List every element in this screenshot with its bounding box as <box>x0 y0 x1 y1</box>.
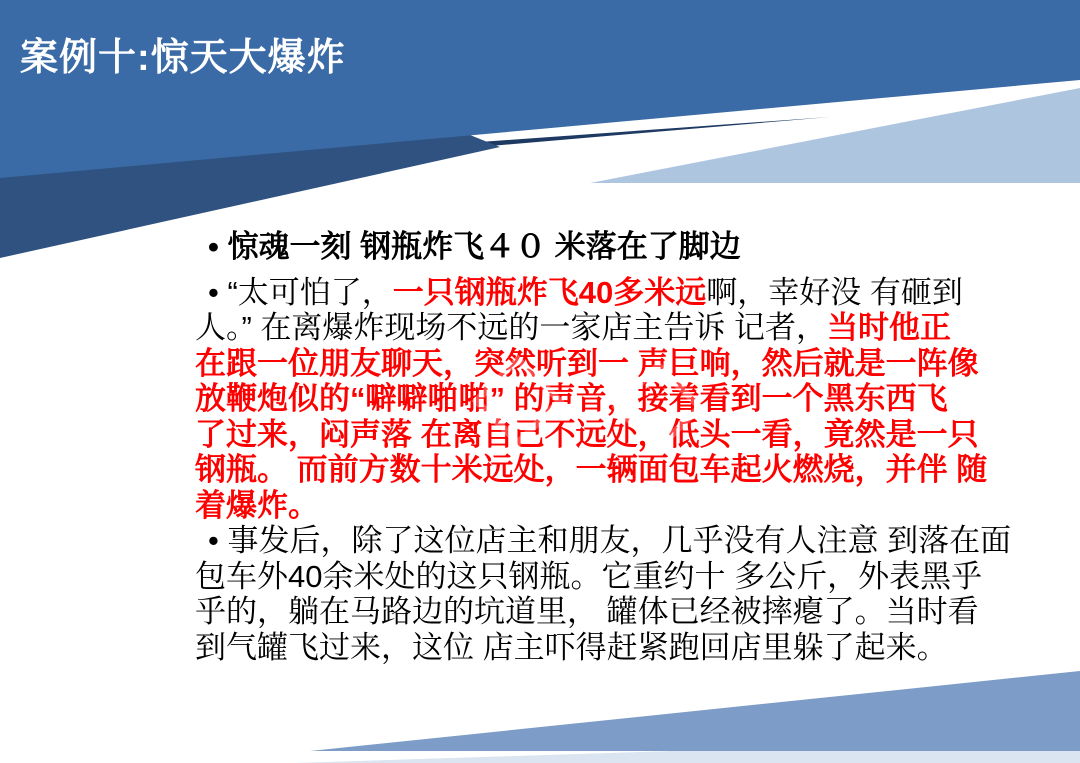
highlight-red-text: 在跟一位朋友聊天，突然听到一 声巨响，然后就是一阵像 <box>195 345 979 381</box>
text-line <box>195 452 1035 488</box>
text-line <box>195 630 1035 666</box>
text-line <box>195 417 1035 453</box>
body-text-segment: 啊，幸好没 有砸到 <box>706 274 963 310</box>
text-line <box>195 229 1035 265</box>
text-line <box>195 559 1035 595</box>
text-line <box>195 275 1035 311</box>
body-text <box>195 229 1035 665</box>
body-text-segment: 乎的，躺在马路边的坑道里， 罐体已经被摔瘪了。当时看 <box>195 594 979 629</box>
paragraph <box>195 229 1035 265</box>
body-text-segment: 人。” 在离爆炸现场不远的一家店主告诉 记者， <box>195 310 828 345</box>
body-text-segment: • “太可怕了， <box>208 274 393 310</box>
paragraph <box>195 275 1035 524</box>
body-text-segment: 包车外40余米处的这只钢瓶。它重约十 多公斤，外表黑乎 <box>195 558 983 594</box>
highlight-red-text: 放鞭炮似的“噼噼啪啪” 的声音，接着看到一个黑东西飞 <box>195 381 948 416</box>
page-title: 案例十:惊天大爆炸 <box>20 37 346 79</box>
body-text-segment: 到气罐飞过来，这位 店主吓得赶紧跑回店里躲了起来。 <box>195 629 948 665</box>
text-line <box>195 346 1035 382</box>
body-text-segment: • 事发后，除了这位店主和朋友，几乎没有人注意 到落在面 <box>208 523 1012 558</box>
highlight-red-text: 当时他正 <box>827 310 952 345</box>
highlight-red-text: 了过来，闷声落 在离自己不远处，低头一看，竟然是一只 <box>195 416 979 452</box>
highlight-red-text: 钢瓶。 而前方数十米远处，一辆面包车起火燃烧，并伴 随 <box>195 452 988 487</box>
bottom-triangle-shape <box>310 671 1080 751</box>
text-line <box>195 310 1035 346</box>
text-line <box>195 523 1035 559</box>
body-text-segment: • 惊魂一刻 钢瓶炸飞４０ 米落在了脚边 <box>208 229 741 264</box>
text-line <box>195 594 1035 630</box>
highlight-red-text: 一只钢瓶炸飞40多米远 <box>392 274 707 310</box>
text-line <box>195 488 1035 524</box>
paragraph <box>195 523 1035 665</box>
highlight-red-text: 着爆炸。 <box>195 487 319 523</box>
text-line <box>195 381 1035 417</box>
